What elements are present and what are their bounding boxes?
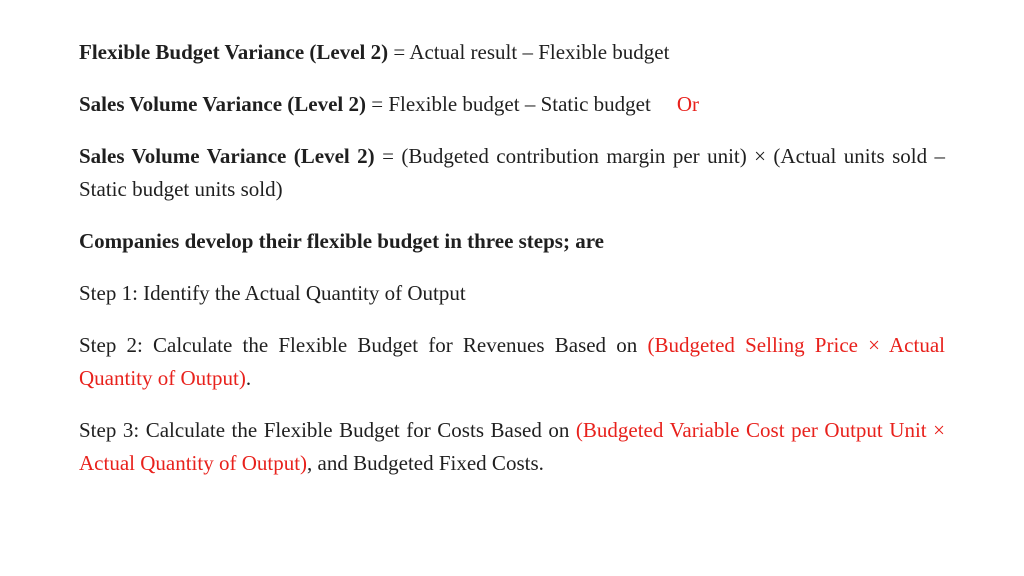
steps-heading-text: Companies develop their flexible budget in three steps; are xyxy=(79,229,604,253)
step-tail: , and Budgeted Fixed Costs. xyxy=(307,451,544,475)
step-text: Step 3: Calculate the Flexible Budget for Costs Based on xyxy=(79,418,576,442)
sales-volume-variance-formula xyxy=(79,88,945,121)
step-2 xyxy=(79,329,945,395)
or-label: Or xyxy=(676,92,699,116)
flexible-budget-variance-formula xyxy=(79,36,945,69)
sales-volume-variance-alt-formula xyxy=(79,140,945,206)
formula-term: Sales Volume Variance (Level 2) xyxy=(79,92,366,116)
formula-term: Sales Volume Variance (Level 2) xyxy=(79,144,375,168)
steps-heading xyxy=(79,225,945,258)
formula-definition: = Actual result – Flexible budget xyxy=(388,40,670,64)
step-tail: . xyxy=(245,366,252,390)
step-highlight: (Budgeted Selling Price × Actual Quantity of Output) xyxy=(79,333,945,390)
formula-definition: = (Budgeted contribution margin per unit) × (Actual units sold – Static budget units sold) xyxy=(79,144,945,201)
formula-term: Flexible Budget Variance (Level 2) xyxy=(79,40,389,64)
step-1 xyxy=(79,277,945,310)
formula-definition: = Flexible budget – Static budget xyxy=(366,92,651,116)
slide-content xyxy=(79,36,945,499)
step-text: Step 2: Calculate the Flexible Budget for Revenues Based on xyxy=(79,333,648,357)
step-3 xyxy=(79,414,945,480)
step-text: Step 1: Identify the Actual Quantity of Output xyxy=(79,281,466,305)
step-highlight: (Budgeted Variable Cost per Output Unit × Actual Quantity of Output) xyxy=(79,418,945,475)
